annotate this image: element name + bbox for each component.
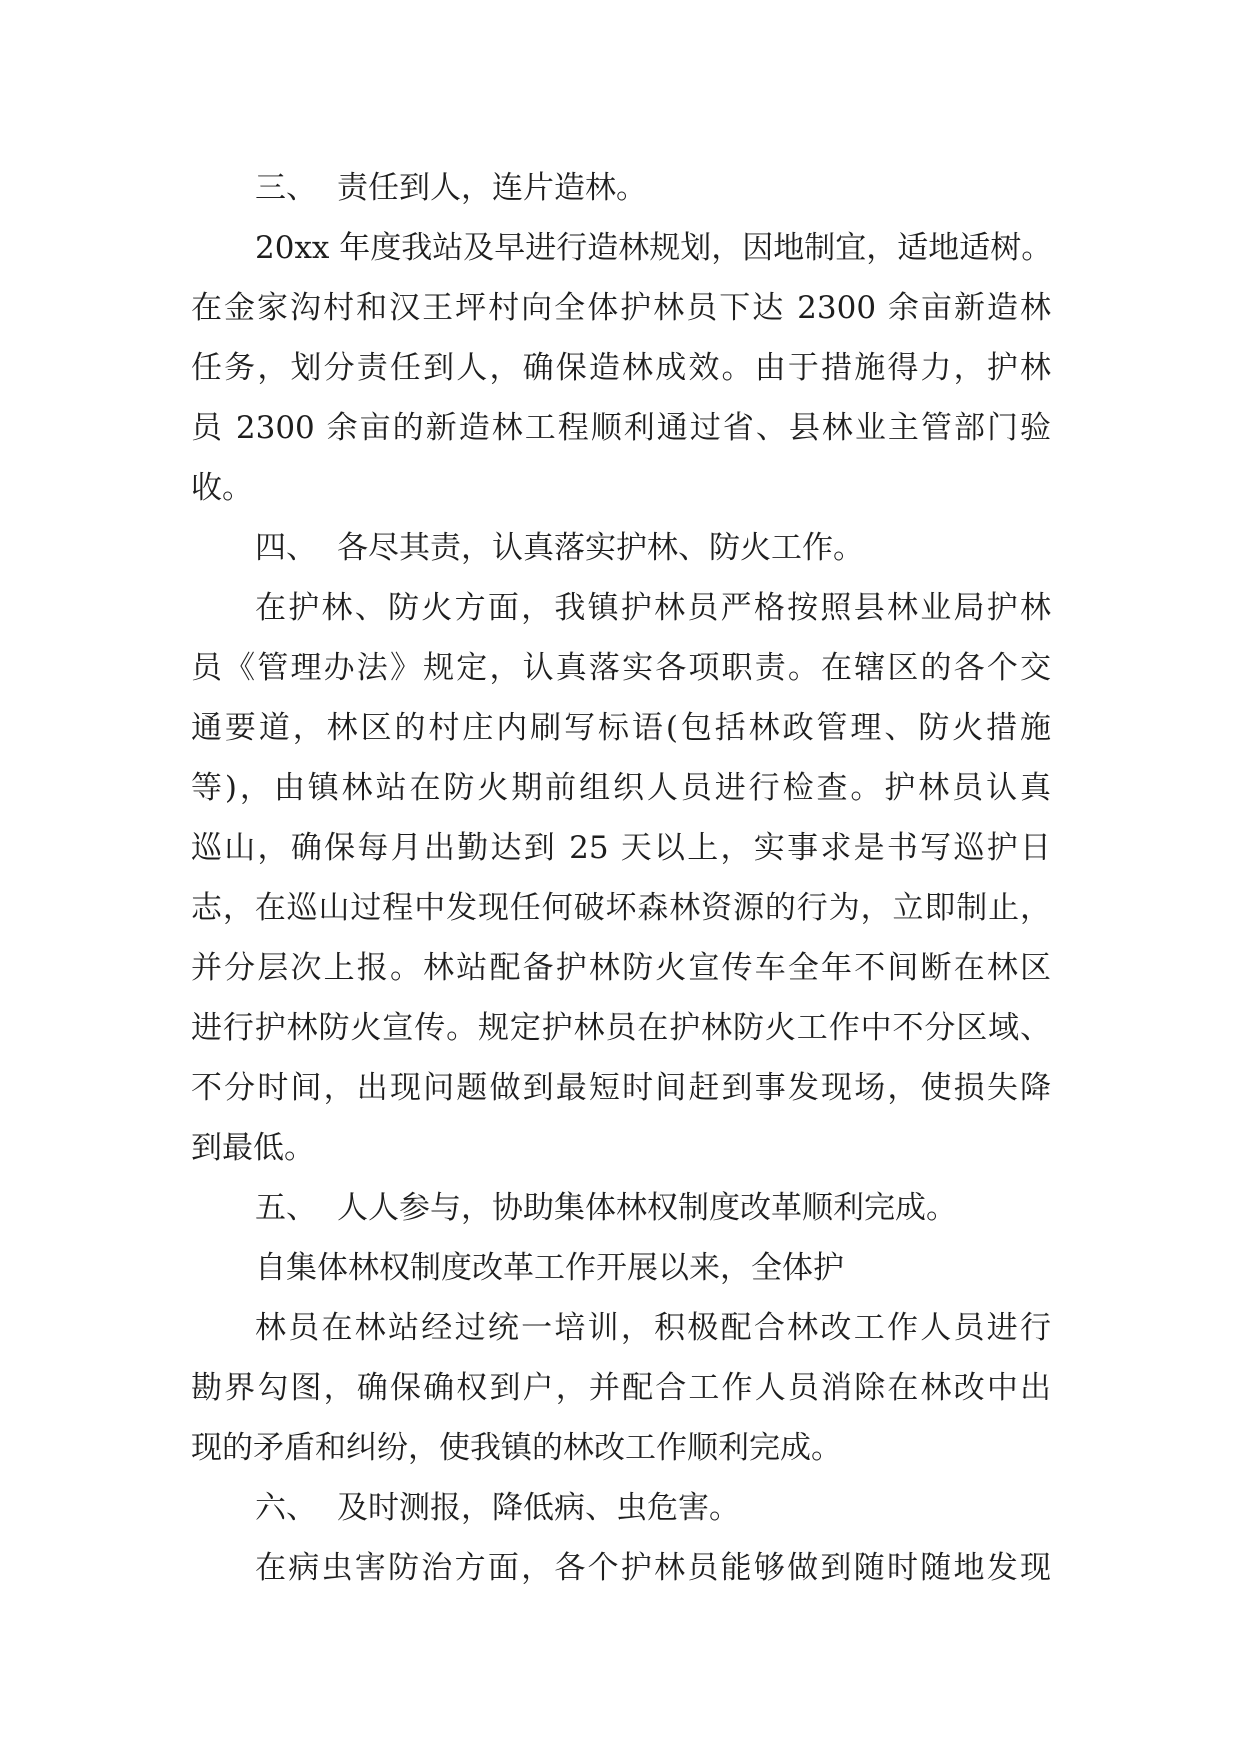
section-title: 及时测报，降低病、虫危害。: [337, 1490, 740, 1526]
section-heading: [191, 518, 1051, 578]
paragraph-line: 20xx 年度我站及早进行造林规划，因地制宜，适地适树。: [255, 230, 1053, 266]
paragraph-line: 员《管理办法》规定，认真落实各项职责。在辖区的各个交: [191, 650, 1051, 686]
paragraph-line: 进行护林防火宣传。规定护林员在护林防火工作中不分区域、: [191, 1010, 1051, 1046]
section-heading: [191, 158, 1051, 218]
section-number: 六、: [255, 1490, 317, 1526]
section-number: 三、: [255, 170, 317, 206]
paragraph-line: 现的矛盾和纠纷，使我镇的林改工作顺利完成。: [191, 1430, 842, 1466]
section-number: 五、: [255, 1190, 317, 1226]
section-title: 责任到人，连片造林。: [337, 170, 647, 206]
section-heading: [191, 1178, 1051, 1238]
paragraph-line: 在病虫害防治方面，各个护林员能够做到随时随地发现: [255, 1550, 1051, 1586]
section-title: 人人参与，协助集体林权制度改革顺利完成。: [337, 1190, 957, 1226]
document-body: [191, 158, 1051, 1598]
paragraph-line: 勘界勾图，确保确权到户，并配合工作人员消除在林改中出: [191, 1370, 1051, 1406]
paragraph-line: 员 2300 余亩的新造林工程顺利通过省、县林业主管部门验: [191, 410, 1051, 446]
paragraph-line: 不分时间，出现问题做到最短时间赶到事发现场，使损失降: [191, 1070, 1051, 1106]
paragraph-line: 在护林、防火方面，我镇护林员严格按照县林业局护林: [255, 590, 1051, 626]
paragraph-line: 自集体林权制度改革工作开展以来，全体护: [255, 1250, 844, 1286]
paragraph-line: 等)，由镇林站在防火期前组织人员进行检查。护林员认真: [191, 770, 1051, 806]
paragraph-line: 收。: [191, 470, 253, 506]
paragraph-line: 任务，划分责任到人，确保造林成效。由于措施得力，护林: [191, 350, 1051, 386]
paragraph-line: 到最低。: [191, 1130, 315, 1166]
section-number: 四、: [255, 530, 317, 566]
section-heading: [191, 1478, 1051, 1538]
paragraph-line: 林员在林站经过统一培训，积极配合林改工作人员进行: [255, 1310, 1051, 1346]
section-title: 各尽其责，认真落实护林、防火工作。: [337, 530, 864, 566]
paragraph-line: 并分层次上报。林站配备护林防火宣传车全年不间断在林区: [191, 950, 1051, 986]
paragraph-line: 志，在巡山过程中发现任何破坏森林资源的行为，立即制止，: [191, 890, 1051, 926]
paragraph-line: 巡山，确保每月出勤达到 25 天以上，实事求是书写巡护日: [191, 830, 1051, 866]
paragraph-line: 在金家沟村和汉王坪村向全体护林员下达 2300 余亩新造林: [191, 290, 1051, 326]
paragraph-line: 通要道，林区的村庄内刷写标语(包括林政管理、防火措施: [191, 710, 1051, 746]
